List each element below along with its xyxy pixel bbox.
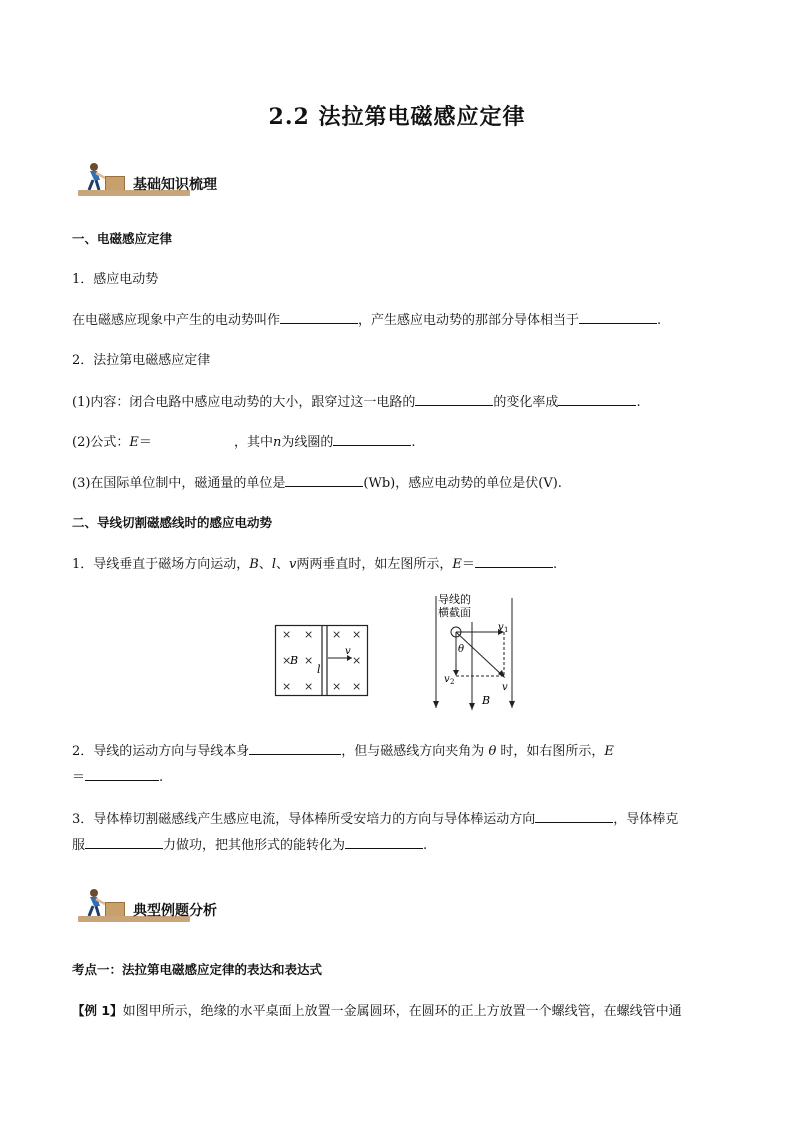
section-label-basics: 基础知识梳理 bbox=[133, 177, 217, 193]
label-v2-subscript: 2 bbox=[450, 678, 455, 686]
field-cross-mark: × bbox=[332, 628, 342, 641]
paragraph-ampere-force: 3．导体棒切割磁感线产生感应电流，导体棒所受安培力的方向与导体棒运动方向 ，导体棒克 bbox=[72, 808, 678, 827]
caption-cross-section: 横截面 bbox=[438, 606, 471, 619]
label-theta: θ bbox=[458, 644, 465, 655]
fill-blank[interactable] bbox=[558, 391, 636, 406]
figure-right-cross-section bbox=[428, 590, 528, 716]
label-B: B bbox=[482, 694, 491, 707]
field-cross-mark: × bbox=[352, 628, 362, 641]
paragraph-angle-cont: ＝ . bbox=[72, 766, 163, 785]
fill-blank[interactable] bbox=[249, 740, 341, 755]
paragraph-content: (1)内容：闭合电路中感应电动势的大小，跟穿过这一电路的 的变化率成 . bbox=[72, 391, 641, 410]
page-title: 2.2 法拉第电磁感应定律 bbox=[268, 104, 526, 130]
figure-left-magnetic-field bbox=[274, 624, 370, 698]
fill-blank[interactable] bbox=[579, 309, 657, 324]
item-faraday-law: 2．法拉第电磁感应定律 bbox=[72, 353, 211, 368]
paragraph-emf: 在电磁感应现象中产生的电动势叫作 ，产生感应电动势的那部分导体相当于 . bbox=[72, 309, 661, 328]
section-banner-basics bbox=[78, 162, 298, 202]
field-cross-mark: × bbox=[352, 680, 362, 693]
heading-cutting: 二、导线切割磁感线时的感应电动势 bbox=[72, 515, 273, 530]
field-cross-mark: × bbox=[332, 680, 342, 693]
field-cross-mark: × bbox=[282, 628, 292, 641]
field-cross-mark: × bbox=[304, 680, 314, 693]
section-label-examples: 典型例题分析 bbox=[133, 903, 217, 919]
velocity-label-v: v bbox=[345, 646, 351, 657]
field-cross-mark: × bbox=[282, 654, 292, 667]
fill-blank[interactable] bbox=[333, 431, 411, 446]
section-banner-examples bbox=[78, 888, 298, 928]
field-cross-mark: × bbox=[282, 680, 292, 693]
paragraph-formula: (2)公式：E＝ ，其中n为线圈的 . bbox=[72, 431, 415, 450]
label-v1-subscript: 1 bbox=[504, 626, 509, 634]
field-cross-mark: × bbox=[304, 628, 314, 641]
fill-blank[interactable] bbox=[280, 309, 358, 324]
paragraph-angle: 2．导线的运动方向与导线本身 ，但与磁感线方向夹角为 θ 时，如右图所示，E bbox=[72, 740, 614, 759]
field-cross-mark: × bbox=[352, 654, 362, 667]
fill-blank[interactable] bbox=[85, 834, 163, 849]
field-label-B: B bbox=[290, 654, 299, 667]
fill-blank[interactable] bbox=[345, 834, 423, 849]
paragraph-ampere-force-cont: 服 力做功，把其他形式的能转化为 . bbox=[72, 834, 427, 853]
fill-blank[interactable] bbox=[85, 766, 159, 781]
fill-blank[interactable] bbox=[535, 808, 613, 823]
person-pushing-box-icon bbox=[82, 888, 106, 918]
label-v2: v bbox=[444, 674, 450, 685]
fill-blank[interactable] bbox=[285, 472, 363, 487]
person-pushing-box-icon bbox=[82, 162, 106, 192]
label-v1: v bbox=[498, 622, 504, 633]
heading-law: 一、电磁感应定律 bbox=[72, 231, 173, 246]
field-cross-mark: × bbox=[304, 654, 314, 667]
item-induced-emf: 1．感应电动势 bbox=[72, 272, 159, 287]
fill-blank[interactable] bbox=[475, 553, 553, 568]
heading-topic-one: 考点一：法拉第电磁感应定律的表达和表达式 bbox=[72, 962, 323, 977]
paragraph-units: (3)在国际单位制中，磁通量的单位是 (Wb)，感应电动势的单位是伏(V). bbox=[72, 472, 562, 491]
paragraph-perpendicular: 1．导线垂直于磁场方向运动，B、l、v两两垂直时，如左图所示，E＝ . bbox=[72, 553, 557, 572]
fill-blank[interactable] bbox=[415, 391, 493, 406]
label-v: v bbox=[502, 682, 508, 693]
example-1: 【例 1】如图甲所示，绝缘的水平桌面上放置一金属圆环，在圆环的正上方放置一个螺线管，在螺线管中通 bbox=[72, 1003, 682, 1019]
caption-conductor: 导线的 bbox=[438, 593, 471, 606]
rod-label-l: l bbox=[317, 663, 321, 676]
